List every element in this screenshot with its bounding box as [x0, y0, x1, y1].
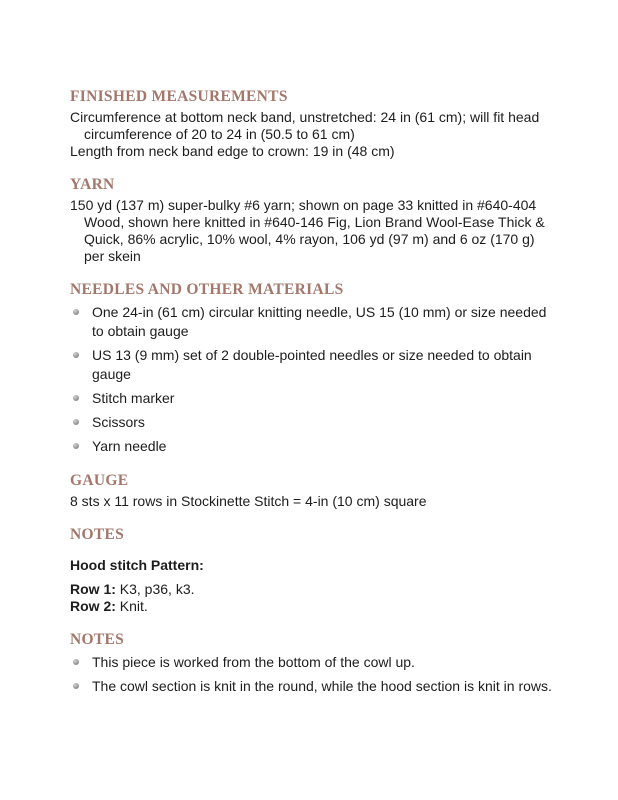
bullet-icon	[73, 309, 79, 315]
list-item	[70, 346, 553, 384]
list-item	[70, 389, 553, 408]
bullet-list	[70, 303, 553, 456]
list-item	[70, 677, 553, 696]
bullet-icon	[73, 395, 79, 401]
bullet-icon	[73, 352, 79, 358]
notes-general-heading: NOTES	[70, 631, 125, 648]
list-item-text: The cowl section is knit in the round, while the hood section is knit in rows.	[92, 678, 552, 694]
bullet-icon	[73, 443, 79, 449]
row-label: Row 2:	[70, 598, 116, 614]
list-item-text: One 24-in (61 cm) circular knitting needle, US 15 (10 mm) or size needed to obtain gauge	[92, 304, 547, 339]
list-item	[70, 437, 553, 456]
list-item	[70, 413, 553, 432]
finished-measurements-heading: FINISHED MEASUREMENTS	[70, 88, 288, 105]
section-yarn	[70, 175, 553, 265]
list-item-text: US 13 (9 mm) set of 2 double-pointed needles or size needed to obtain gauge	[92, 347, 532, 382]
list-item-text: Scissors	[92, 414, 145, 430]
list-item	[70, 653, 553, 672]
paragraph: 8 sts x 11 rows in Stockinette Stitch = 4-in (10 cm) square	[70, 493, 427, 509]
yarn-heading: YARN	[70, 176, 115, 193]
bullet-icon	[73, 419, 79, 425]
row-text: Knit.	[115, 598, 148, 614]
section-gauge	[70, 471, 553, 510]
list-item-text: This piece is worked from the bottom of the cowl up.	[92, 654, 415, 670]
paragraph: Circumference at bottom neck band, unstretched: 24 in (61 cm); will fit head circumference of 20 to 24 in (50.5 to 61 cm)	[70, 109, 540, 142]
section-notes-pattern	[70, 525, 553, 615]
pattern-rows	[70, 581, 553, 615]
pattern-subheading: Hood stitch Pattern:	[70, 557, 204, 573]
notes-pattern-heading: NOTES	[70, 526, 125, 543]
section-needles-and-other-materials	[70, 280, 553, 456]
section-notes-general	[70, 630, 553, 696]
list-item-text: Stitch marker	[92, 390, 175, 406]
needles-heading: NEEDLES AND OTHER MATERIALS	[70, 281, 344, 298]
pattern-row	[70, 581, 553, 598]
row-text: K3, p36, k3.	[115, 581, 195, 597]
gauge-heading: GAUGE	[70, 472, 129, 489]
list-item	[70, 303, 553, 341]
section-finished-measurements	[70, 87, 553, 160]
row-label: Row 1:	[70, 581, 116, 597]
bullet-list	[70, 653, 553, 696]
paragraph: Length from neck band edge to crown: 19 in (48 cm)	[70, 143, 395, 159]
list-item-text: Yarn needle	[92, 438, 167, 454]
bullet-icon	[73, 659, 79, 665]
paragraph: 150 yd (137 m) super-bulky #6 yarn; shown on page 33 knitted in #640-404 Wood, shown here knitted in #640-146 Fig, Lion Brand Wool-Ease Thick & Quick, 86% acrylic, 10% wool, 4% rayon, 106 yd (97 m) and 6 oz (170 g) per skein	[70, 197, 545, 264]
pattern-row	[70, 598, 553, 615]
bullet-icon	[73, 683, 79, 689]
